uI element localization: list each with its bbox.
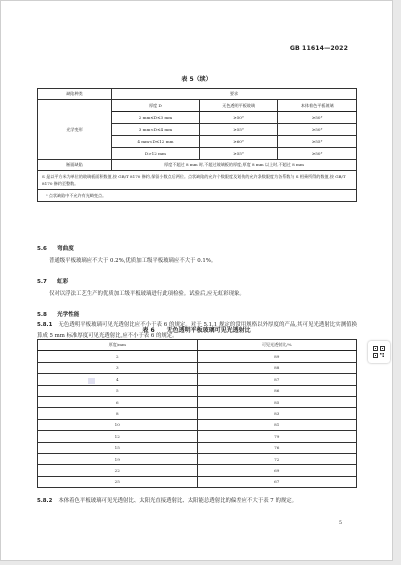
edge-defect-label: 断面缺陷: [38, 160, 112, 171]
table5-row: 3 mm<D≤4 mm ≥55° ≥50°: [38, 124, 357, 136]
table-row: 6 85: [38, 396, 357, 407]
section-5-6-heading: 5.6 弯曲度: [37, 246, 74, 252]
section-5-8-2-text: 5.8.2 本体着色平板玻璃可见光透射比、太阳光直接透射比、太阳能总透射比的偏差应不大于表 7 的规定。: [37, 498, 298, 504]
table-row: 12 79: [38, 431, 357, 442]
table5: [37, 88, 357, 202]
table5-caption: 表 5（续）: [181, 76, 212, 83]
table-row: 15 76: [38, 442, 357, 453]
table6-header-value: 可见光透射比/%: [197, 340, 357, 351]
table-row: 5 86: [38, 385, 357, 396]
table5-note: S 是以平方米为单位的玻璃板面积数值,按 GB/T 8170 修约,保留小数点后两位。点状缺陷的允许个数限度及划伤的允许条数限度为各系数与 S 相乘所得的数值,按 GB/T 8170 修约至整数。: [38, 171, 357, 190]
table5-header-thickness: 厚度 D: [112, 100, 200, 112]
edge-defect-requirement: 厚度不超过 8 mm 时,不超过玻璃板的厚度;厚度 8 mm 以上时,不超过 8 mm: [112, 160, 357, 171]
table5-header-category: 缺陷种类: [38, 89, 112, 100]
table-row: 8 83: [38, 408, 357, 419]
section-5-7-text: 仅对以浮法工艺生产的优质加工级平板玻璃进行此项检验。试验后,应无虹彩现象。: [49, 291, 245, 297]
table6-caption: 表 6 无色透明平板玻璃可见光透射比: [142, 327, 251, 334]
table5-header-requirement: 要求: [112, 89, 357, 100]
watermark-mark: [88, 378, 95, 384]
page-number: 5: [338, 520, 342, 526]
table-row: 4 87: [38, 374, 357, 385]
table-row: 3 88: [38, 362, 357, 373]
section-5-6-text: 普通级平板玻璃应不大于 0.2%,优质加工级平板玻璃应不大于 0.1%。: [49, 258, 217, 264]
qr-code-button[interactable]: [368, 341, 390, 363]
standard-code: GB 11614—2022: [289, 45, 348, 52]
qr-code-icon: [373, 346, 385, 358]
table5-row: D>12 mm ≥55° ≥50°: [38, 148, 357, 160]
table5-header-clear: 无色透明平板玻璃: [199, 100, 278, 112]
table-row: 22 69: [38, 465, 357, 476]
table6: [37, 339, 357, 488]
optical-distortion-label: 光学变形: [38, 100, 112, 160]
table6-header-thickness: 厚度/mm: [38, 340, 198, 351]
table-row: 2 89: [38, 351, 357, 362]
table-row: 25 67: [38, 476, 357, 487]
table-row: 19 72: [38, 453, 357, 464]
section-5-7-heading: 5.7 虹彩: [37, 279, 69, 285]
table5-row: 2 mm≤D≤3 mm ≥50° ≥50°: [38, 112, 357, 124]
section-5-8-1-text: 5.8.1 无色透明平板玻璃可见光透射比应不小于表 6 的规定。对于 5.1.1 规定的常用规格以外厚度的产品,其可见光透射比实测值换算成 5 mm 标准厚度可见光透射比,应不小于表 6 的规定。: [37, 322, 357, 339]
table5-footnote: ᵃ 点状缺陷中不允许有光畸变点。: [38, 190, 357, 202]
table-row: 10 81: [38, 419, 357, 430]
section-5-8-heading: 5.8 光学性能: [37, 312, 80, 318]
table5-header-tinted: 本体着色平板玻璃: [278, 100, 357, 112]
table5-row: 4 mm<D≤12 mm ≥60° ≥55°: [38, 136, 357, 148]
